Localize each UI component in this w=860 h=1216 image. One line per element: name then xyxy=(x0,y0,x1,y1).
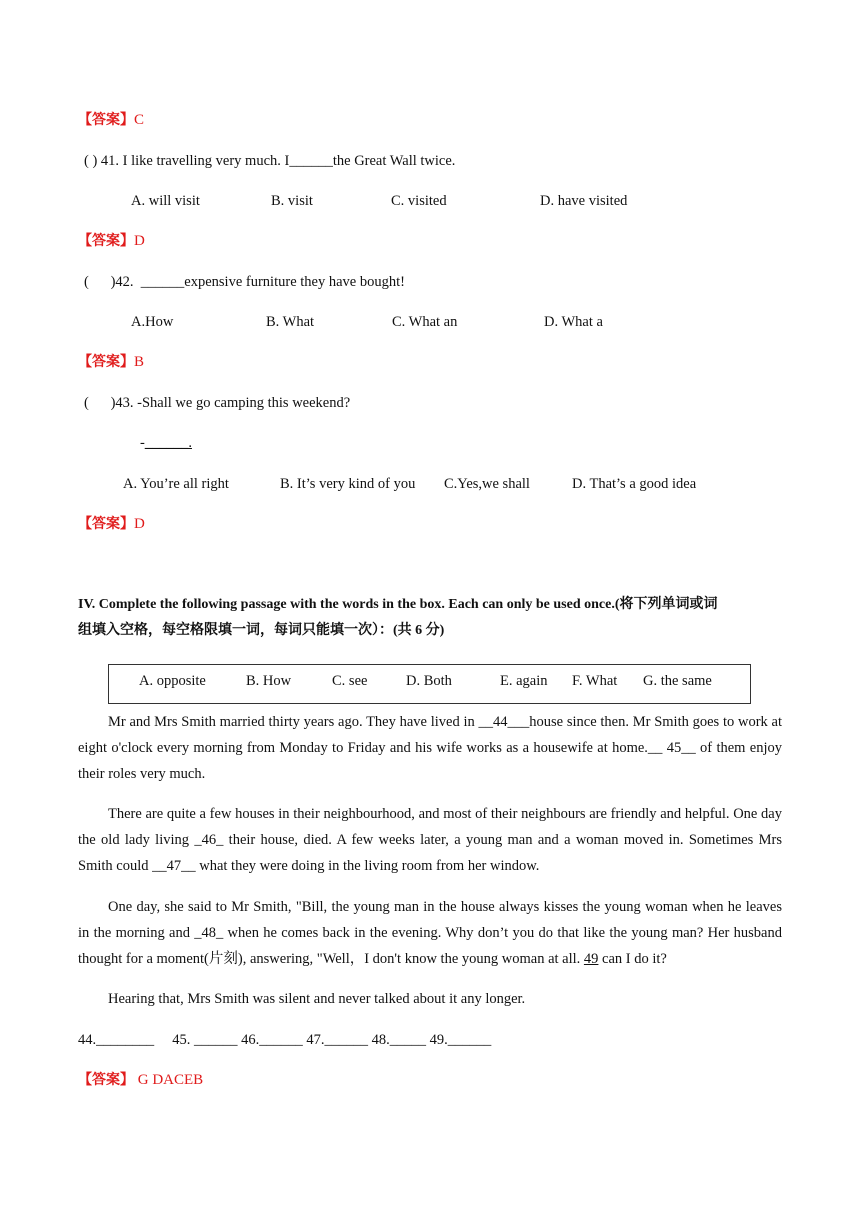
question-43-stem: ( )43. -Shall we go camping this weekend? xyxy=(84,395,351,411)
paragraph-text: Mr and Mrs Smith married thirty years ago. They have lived in __44___house since then. Mr Smith goes to work at eight o'clock every morning from Monday to Friday and his wife works as a housewife at home.__ 45__ of them enjoy their roles very much. xyxy=(78,714,782,782)
paragraph-text: Hearing that, Mrs Smith was silent and never talked about it any longer. xyxy=(108,991,526,1007)
word-box-item-f: F. What xyxy=(572,673,618,689)
option-42-d: D. What a xyxy=(544,314,603,330)
paragraph-3-part-b: can I do it? xyxy=(598,951,667,967)
word-box-item-e: E. again xyxy=(500,673,548,689)
answer-tag: 【答案】 xyxy=(78,354,134,370)
blank-49-number: 49 xyxy=(583,951,599,967)
question-42-suffix: expensive furniture they have bought! xyxy=(184,274,405,290)
answer-line-40 xyxy=(78,110,144,130)
passage-paragraph-3 xyxy=(78,894,782,972)
passage-paragraph-4 xyxy=(78,986,782,1012)
option-43-b: B. It’s very kind of you xyxy=(280,476,416,492)
answer-value: G DACEB xyxy=(134,1072,204,1088)
option-41-c: C. visited xyxy=(391,193,447,209)
answer-line-43 xyxy=(78,514,145,534)
answer-line-42 xyxy=(78,352,144,372)
answer-value: B xyxy=(134,354,145,370)
reply-dash: - xyxy=(140,435,145,451)
option-41-d: D. have visited xyxy=(540,193,628,209)
option-41-b: B. visit xyxy=(271,193,313,209)
answer-value: C xyxy=(134,112,145,128)
option-43-c: C.Yes,we shall xyxy=(444,476,530,492)
word-box-item-b: B. How xyxy=(246,673,292,689)
answer-line-41 xyxy=(78,231,145,251)
question-43-reply xyxy=(140,433,192,453)
word-box-item-g: G. the same xyxy=(643,673,712,689)
answer-tag: 【答案】 xyxy=(78,516,134,532)
option-43-d: D. That’s a good idea xyxy=(572,476,697,492)
option-42-b: B. What xyxy=(266,314,315,330)
answer-value: D xyxy=(134,233,145,249)
reply-blank: ______. xyxy=(144,435,192,451)
section-heading-line-2: 组填入空格，每空格限填一词，每词只能填一次）：(共 6 分) xyxy=(78,623,445,638)
answer-tag: 【答案】 xyxy=(78,233,134,249)
paragraph-3-part-a: One day, she said to Mr Smith, "Bill, the young man in the house always kisses the young woman when he leaves in the morning and _48_ when he comes back in the evening. Why don’t you do that like the young man? Her husband thought for a moment(片刻), answering, "Well，I don't know the young woman at all. xyxy=(78,899,782,967)
option-42-a: A.How xyxy=(131,314,174,330)
option-41-a: A. will visit xyxy=(131,193,200,209)
question-42-prefix: ( )42. xyxy=(84,274,141,290)
question-42-blank: ______ xyxy=(140,274,185,290)
paragraph-text xyxy=(78,894,782,972)
passage-paragraph-2 xyxy=(78,801,782,879)
option-43-a: A. You’re all right xyxy=(123,476,229,492)
word-box-item-d: D. Both xyxy=(406,673,452,689)
section-heading-line-1: IV. Complete the following passage with the words in the box. Each can only be used once.(将下列单词或词 xyxy=(78,597,718,612)
question-41-stem: ( ) 41. I like travelling very much. I______the Great Wall twice. xyxy=(84,153,456,169)
question-42-stem xyxy=(84,272,405,292)
paragraph-text: There are quite a few houses in their neighbourhood, and most of their neighbours are friendly and helpful. One day the old lady living _46_ their house, died. A few weeks later, a young man and a woman moved in. Sometimes Mrs Smith could __47__ what they were doing in the living room from her window. xyxy=(78,806,782,874)
answer-tag: 【答案】 xyxy=(78,112,134,128)
word-box-item-a: A. opposite xyxy=(139,673,206,689)
word-box-item-c: C. see xyxy=(332,673,368,689)
answer-blanks-line: 44.________ 45. ______ 46.______ 47.______ 48._____ 49.______ xyxy=(78,1032,492,1048)
passage-paragraph-1 xyxy=(78,709,782,787)
option-42-c: C. What an xyxy=(392,314,458,330)
answer-tag: 【答案】 xyxy=(78,1072,134,1088)
answer-line-section-4 xyxy=(78,1070,203,1090)
answer-value: D xyxy=(134,516,145,532)
